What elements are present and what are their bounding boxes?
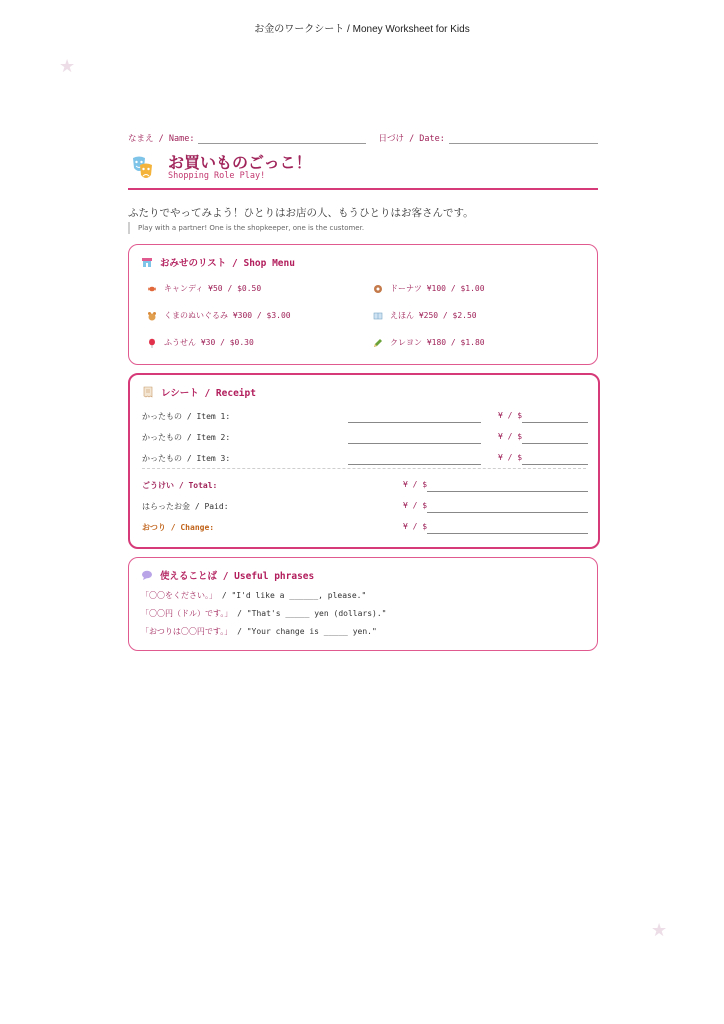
receipt-icon xyxy=(142,386,154,398)
total-label: ごうけい / Total: xyxy=(142,481,218,490)
currency-label: ¥ / $ xyxy=(403,501,428,510)
instructions-jp: ふたりでやってみよう！ひとりはお店の人、もうひとりはお客さんです。 xyxy=(128,207,474,219)
change-label: おつり / Change: xyxy=(142,523,215,532)
star-decoration-icon: ★ xyxy=(59,56,76,77)
menu-item-label: えほん ¥250 / $2.50 xyxy=(390,311,477,320)
currency-label: ¥ / $ xyxy=(498,453,523,462)
phrase-en: / "I'd like a ______, please." xyxy=(217,591,367,600)
instructions-en: Play with a partner! One is the shopkeeper, one is the customer. xyxy=(128,222,364,234)
paid-field[interactable] xyxy=(427,500,588,513)
receipt-item-label: かったもの / Item 2: xyxy=(142,433,231,442)
menu-item xyxy=(373,337,485,348)
date-field[interactable] xyxy=(449,135,598,144)
shop-menu-box xyxy=(128,244,598,365)
currency-label: ¥ / $ xyxy=(403,480,428,489)
currency-label: ¥ / $ xyxy=(498,411,523,420)
star-decoration-icon: ★ xyxy=(651,920,668,941)
item-price-field[interactable] xyxy=(522,410,588,423)
receipt-item-row xyxy=(142,452,586,466)
total-row xyxy=(142,479,586,493)
receipt-item-row xyxy=(142,410,586,424)
phrases-heading xyxy=(141,568,314,582)
worksheet-title xyxy=(128,150,598,190)
shop-icon xyxy=(141,256,153,268)
phrase-jp: 「おつりは〇〇円です。」 xyxy=(141,627,233,636)
phrase-item xyxy=(141,590,366,601)
menu-item xyxy=(147,283,261,294)
crayon-icon xyxy=(373,338,383,348)
theater-masks-icon xyxy=(132,155,154,181)
menu-item-label: ふうせん ¥30 / $0.30 xyxy=(164,338,254,347)
receipt-divider xyxy=(142,468,586,469)
phrase-item xyxy=(141,626,377,637)
shop-menu-heading-text: おみせのリスト / Shop Menu xyxy=(160,258,295,269)
menu-item-label: ドーナツ ¥100 / $1.00 xyxy=(390,284,485,293)
phrases-heading-text: 使えることば / Useful phrases xyxy=(160,571,315,582)
donut-icon xyxy=(373,284,383,294)
item-price-field[interactable] xyxy=(522,431,588,444)
menu-item xyxy=(373,283,485,294)
paid-row xyxy=(142,500,586,514)
receipt-item-label: かったもの / Item 1: xyxy=(142,412,231,421)
currency-label: ¥ / $ xyxy=(498,432,523,441)
receipt-item-row xyxy=(142,431,586,445)
menu-item xyxy=(147,310,291,321)
receipt-box xyxy=(128,373,600,549)
paid-label: はらったお金 / Paid: xyxy=(142,502,229,511)
item-name-field[interactable] xyxy=(348,452,481,465)
phrase-en: / "Your change is _____ yen." xyxy=(232,627,377,636)
menu-item xyxy=(147,337,254,348)
receipt-heading-text: レシート / Receipt xyxy=(161,388,256,399)
change-field[interactable] xyxy=(427,521,588,534)
book-icon xyxy=(373,311,383,321)
title-en: Shopping Role Play! xyxy=(168,171,266,181)
change-row xyxy=(142,521,586,535)
phrase-jp: 「〇〇をください。」 xyxy=(141,591,217,600)
phrase-item xyxy=(141,608,386,619)
title-divider xyxy=(128,188,598,190)
phrases-box xyxy=(128,557,598,651)
teddy-bear-icon xyxy=(147,311,157,321)
name-field[interactable] xyxy=(198,135,366,144)
menu-item xyxy=(373,310,477,321)
menu-item-label: くまのぬいぐるみ ¥300 / $3.00 xyxy=(164,311,291,320)
item-price-field[interactable] xyxy=(522,452,588,465)
item-name-field[interactable] xyxy=(348,431,481,444)
phrase-en: / "That's _____ yen (dollars)." xyxy=(232,609,387,618)
name-label: なまえ / Name: xyxy=(128,134,195,144)
title-jp: お買いものごっこ！ xyxy=(168,153,312,172)
total-field[interactable] xyxy=(427,479,588,492)
receipt-heading xyxy=(142,385,256,399)
candy-icon xyxy=(147,284,157,294)
currency-label: ¥ / $ xyxy=(403,522,428,531)
shop-menu-heading xyxy=(141,255,295,269)
date-label: 日づけ / Date: xyxy=(378,134,445,144)
item-name-field[interactable] xyxy=(348,410,481,423)
menu-item-label: クレヨン ¥180 / $1.80 xyxy=(390,338,485,347)
speech-bubble-icon xyxy=(141,569,153,581)
name-date-row xyxy=(128,132,598,144)
phrase-jp: 「〇〇円（ドル）です。」 xyxy=(141,609,233,618)
menu-item-label: キャンディ ¥50 / $0.50 xyxy=(164,284,262,293)
balloon-icon xyxy=(147,338,157,348)
receipt-item-label: かったもの / Item 3: xyxy=(142,454,231,463)
page-header: お金のワークシート / Money Worksheet for Kids xyxy=(254,24,470,35)
